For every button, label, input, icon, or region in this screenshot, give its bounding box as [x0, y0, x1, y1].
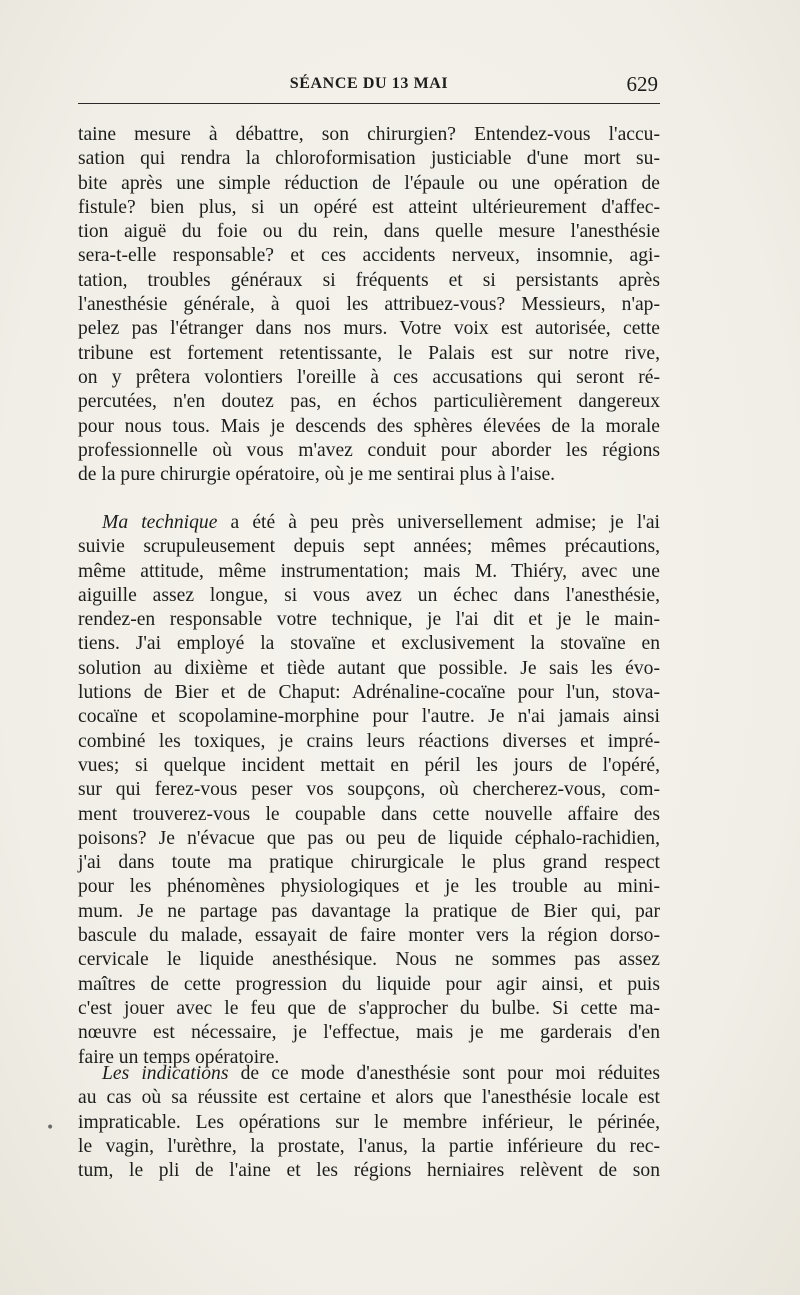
text-line: aiguille assez longue, si vous avez un échec dans l'anesthésie,: [78, 584, 660, 606]
text-line-first: [78, 511, 660, 535]
text-line: pour nous tous. Mais je descends des sphères élevées de la morale: [78, 415, 660, 437]
text-line: fistule? bien plus, si un opéré est atteint ultérieurement d'affec-: [78, 196, 660, 218]
page-number: 629: [626, 72, 658, 96]
italic-lead: Les indications: [102, 1063, 229, 1084]
text-line: tion aiguë du foie ou du rein, dans quelle mesure l'anesthésie: [78, 221, 660, 243]
text-line: au cas où sa réussite est certaine et alors que l'anesthésie locale est: [78, 1087, 660, 1109]
text-line: nœuvre est nécessaire, je l'effectue, mais je me garderais d'en: [78, 1022, 660, 1044]
text-line: suivie scrupuleusement depuis sept années; mêmes précautions,: [78, 536, 660, 558]
text-line: bite après une simple réduction de l'épaule ou une opération de: [78, 172, 660, 194]
text-line: impraticable. Les opérations sur le membre inférieur, le périnée,: [78, 1111, 660, 1133]
text-line: faire un temps opératoire.: [78, 1046, 280, 1068]
text-line: poisons? Je n'évacue que pas ou peu de liquide céphalo-rachidien,: [78, 827, 660, 849]
text-line: taine mesure à débattre, son chirurgien? Entendez-vous l'accu-: [78, 124, 660, 145]
header-rule: [78, 103, 660, 104]
italic-lead: Ma technique: [102, 512, 218, 533]
text-line: tribune est fortement retentissante, le Palais est sur notre rive,: [78, 342, 660, 364]
text-line: le vagin, l'urèthre, la prostate, l'anus, la partie inférieure du rec-: [78, 1135, 660, 1157]
text-line: ment trouverez-vous le coupable dans cette nouvelle affaire des: [78, 803, 660, 825]
text-line: de la pure chirurgie opératoire, où je me sentirai plus à l'aise.: [78, 464, 556, 486]
paragraph-2: [78, 511, 660, 1070]
text-line: l'anesthésie générale, à quoi les attribuez-vous? Messieurs, n'ap-: [78, 294, 660, 316]
first-line-rest: de ce mode d'anesthésie sont pour moi réduites: [228, 1063, 660, 1084]
text-line: professionnelle où vous m'avez conduit pour aborder les régions: [78, 439, 660, 461]
margin-mark: •: [46, 1120, 55, 1136]
text-line: même attitude, même instrumentation; mais M. Thiéry, avec une: [78, 560, 660, 582]
text-line-first: [78, 1062, 660, 1086]
text-line: tation, troubles généraux si fréquents et si persistants après: [78, 269, 660, 291]
text-line: mum. Je ne partage pas davantage la pratique de Bier qui, par: [78, 900, 660, 922]
text-line: vues; si quelque incident mettait en péril les jours de l'opéré,: [78, 754, 660, 776]
first-line-rest: a été à peu près universellement admise; je l'ai: [217, 512, 660, 533]
text-line: on y prêtera volontiers l'oreille à ces accusations qui seront ré-: [78, 366, 660, 388]
text-line: combiné les toxiques, je crains leurs réactions diverses et impré-: [78, 730, 660, 752]
text-line: sera-t-elle responsable? et ces accidents nerveux, insomnie, agi-: [78, 245, 660, 267]
text-line: percutées, n'en doutez pas, en échos particulièrement dangereux: [78, 391, 660, 413]
text-line: pour les phénomènes physiologiques et je les trouble au mini-: [78, 876, 660, 898]
page-header: [78, 66, 660, 102]
text-line: cervicale le liquide anesthésique. Nous ne sommes pas assez: [78, 949, 660, 971]
running-title: SÉANCE DU 13 MAI: [289, 75, 449, 92]
text-line: sation qui rendra la chloroformisation justiciable d'une mort su-: [78, 148, 660, 170]
paragraph-1: [78, 123, 660, 487]
text-line: bascule du malade, essayait de faire monter vers la région dorso-: [78, 925, 660, 947]
text-line: maîtres de cette progression du liquide pour agir ainsi, et puis: [78, 973, 660, 995]
text-line: tum, le pli de l'aine et les régions herniaires relèvent de son: [78, 1160, 660, 1182]
text-line: lutions de Bier et de Chaput: Adrénaline-cocaïne pour l'un, stova-: [78, 682, 660, 704]
text-line: solution au dixième et tiède autant que possible. Je sais les évo-: [78, 657, 660, 679]
text-line: sur qui ferez-vous peser vos soupçons, où chercherez-vous, com-: [78, 779, 660, 801]
text-line: c'est jouer avec le feu que de s'approcher du bulbe. Si cette ma-: [78, 997, 660, 1019]
text-line: cocaïne et scopolamine-morphine pour l'autre. Je n'ai jamais ainsi: [78, 706, 660, 728]
text-line: pelez pas l'étranger dans nos murs. Votre voix est autorisée, cette: [78, 318, 660, 340]
paragraph-3: [78, 1062, 660, 1183]
text-line: rendez-en responsable votre technique, je l'ai dit et je le main-: [78, 609, 660, 631]
text-line: tiens. J'ai employé la stovaïne et exclusivement la stovaïne en: [78, 633, 660, 655]
text-line: j'ai dans toute ma pratique chirurgicale le plus grand respect: [78, 852, 660, 874]
